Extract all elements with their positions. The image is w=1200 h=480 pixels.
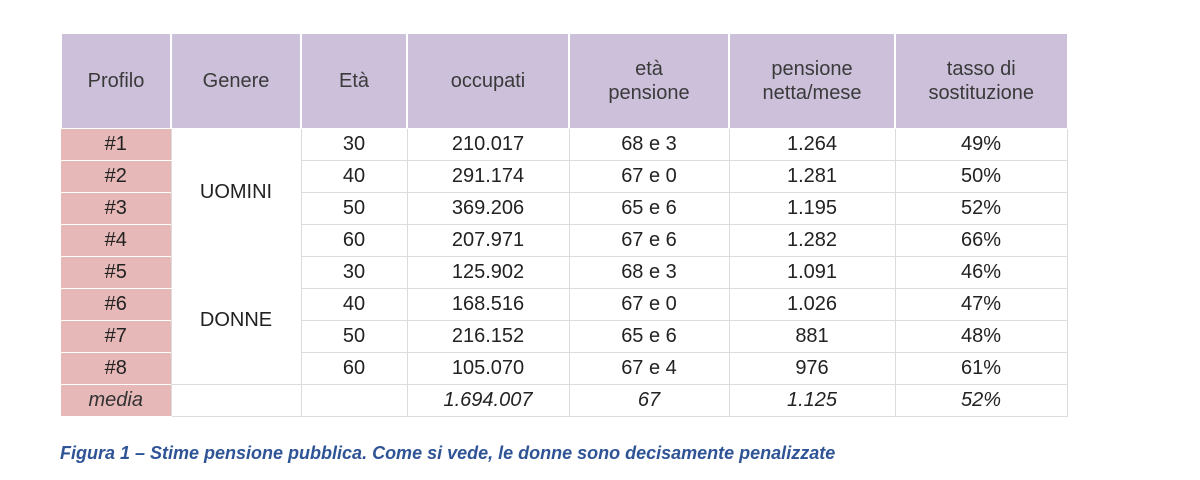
cell-occupati: 207.971 [407, 225, 569, 257]
header-pensione-netta: pensione netta/mese [729, 34, 895, 129]
cell-tasso-sostituzione-media: 52% [895, 385, 1067, 417]
cell-eta: 50 [301, 193, 407, 225]
cell-eta-pensione: 67 e 0 [569, 289, 729, 321]
cell-occupati: 291.174 [407, 161, 569, 193]
cell-genere-empty [171, 385, 301, 417]
table-row [61, 129, 1067, 161]
table-row [61, 257, 1067, 289]
cell-profilo: #2 [61, 161, 171, 193]
media-row [61, 385, 1067, 417]
cell-occupati: 210.017 [407, 129, 569, 161]
cell-eta: 40 [301, 289, 407, 321]
cell-tasso-sostituzione: 66% [895, 225, 1067, 257]
cell-eta: 60 [301, 353, 407, 385]
cell-tasso-sostituzione: 52% [895, 193, 1067, 225]
cell-pensione-netta: 1.281 [729, 161, 895, 193]
cell-pensione-netta: 1.195 [729, 193, 895, 225]
header-eta-pensione: età pensione [569, 34, 729, 129]
cell-profilo: #5 [61, 257, 171, 289]
header-genere: Genere [171, 34, 301, 129]
cell-occupati: 369.206 [407, 193, 569, 225]
cell-profilo: #8 [61, 353, 171, 385]
cell-eta: 30 [301, 257, 407, 289]
cell-pensione-netta: 1.026 [729, 289, 895, 321]
cell-eta-pensione: 67 e 0 [569, 161, 729, 193]
cell-pensione-netta: 976 [729, 353, 895, 385]
cell-eta-pensione: 65 e 6 [569, 321, 729, 353]
table-body [61, 129, 1067, 417]
cell-occupati: 216.152 [407, 321, 569, 353]
cell-eta: 50 [301, 321, 407, 353]
cell-profilo-media: media [61, 385, 171, 417]
cell-pensione-netta: 1.282 [729, 225, 895, 257]
cell-eta-pensione: 68 e 3 [569, 257, 729, 289]
header-occupati: occupati [407, 34, 569, 129]
cell-eta-pensione: 68 e 3 [569, 129, 729, 161]
header-profilo: Profilo [61, 34, 171, 129]
cell-profilo: #1 [61, 129, 171, 161]
cell-occupati: 125.902 [407, 257, 569, 289]
cell-pensione-netta: 1.264 [729, 129, 895, 161]
cell-occupati: 105.070 [407, 353, 569, 385]
cell-tasso-sostituzione: 48% [895, 321, 1067, 353]
cell-profilo: #6 [61, 289, 171, 321]
cell-eta-pensione: 67 e 6 [569, 225, 729, 257]
header-eta: Età [301, 34, 407, 129]
header-row [61, 34, 1067, 129]
cell-tasso-sostituzione: 61% [895, 353, 1067, 385]
cell-eta-pensione: 67 e 4 [569, 353, 729, 385]
cell-eta-pensione-media: 67 [569, 385, 729, 417]
cell-eta-media [301, 385, 407, 417]
cell-eta-pensione: 65 e 6 [569, 193, 729, 225]
cell-pensione-netta: 881 [729, 321, 895, 353]
cell-profilo: #7 [61, 321, 171, 353]
cell-eta: 30 [301, 129, 407, 161]
cell-tasso-sostituzione: 47% [895, 289, 1067, 321]
cell-profilo: #4 [61, 225, 171, 257]
cell-profilo: #3 [61, 193, 171, 225]
cell-occupati: 168.516 [407, 289, 569, 321]
cell-pensione-netta-media: 1.125 [729, 385, 895, 417]
cell-eta: 60 [301, 225, 407, 257]
cell-tasso-sostituzione: 50% [895, 161, 1067, 193]
cell-tasso-sostituzione: 46% [895, 257, 1067, 289]
figure-caption: Figura 1 – Stime pensione pubblica. Come si vede, le donne sono decisamente penalizzate [60, 443, 836, 463]
cell-occupati-media: 1.694.007 [407, 385, 569, 417]
cell-tasso-sostituzione: 49% [895, 129, 1067, 161]
header-tasso-sostituzione: tasso di sostituzione [895, 34, 1067, 129]
cell-eta: 40 [301, 161, 407, 193]
cell-genere: UOMINI [171, 129, 301, 257]
pension-estimates-table [60, 33, 1068, 417]
cell-pensione-netta: 1.091 [729, 257, 895, 289]
cell-genere: DONNE [171, 257, 301, 385]
